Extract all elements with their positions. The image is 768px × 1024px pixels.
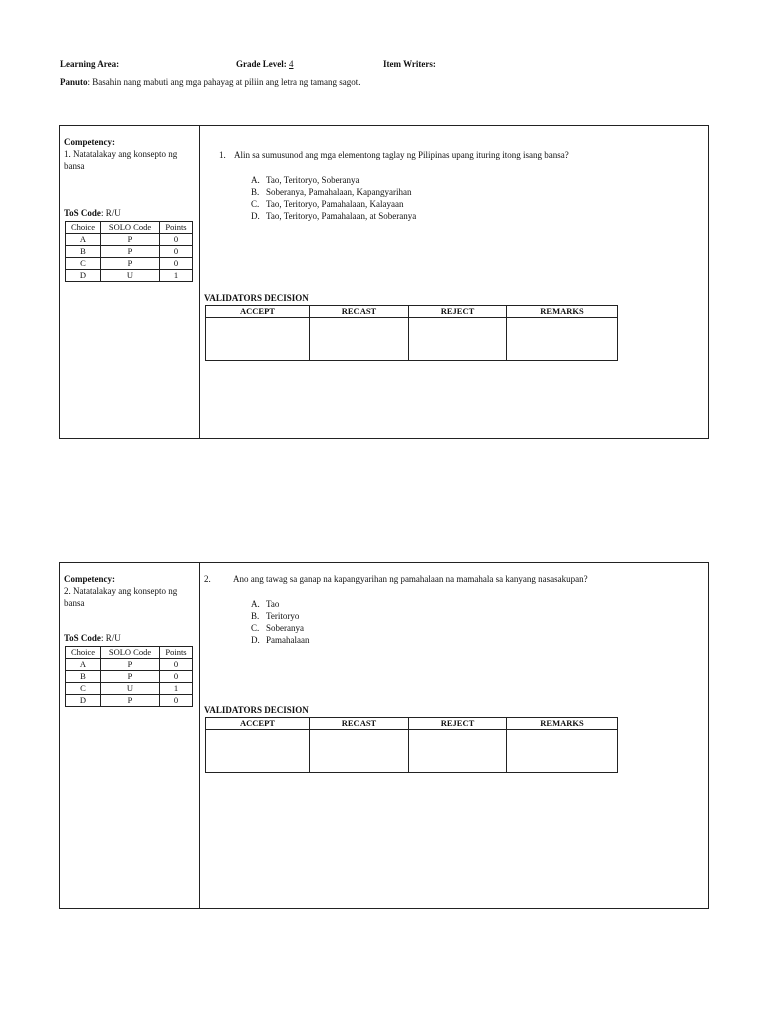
option-text: Teritoryo <box>266 611 300 621</box>
competency-label: Competency: <box>64 137 115 147</box>
solo-row <box>66 683 193 695</box>
item-writers-label: Item Writers: <box>383 59 436 69</box>
option-item <box>251 610 309 622</box>
competency-text: 2. Natatalakay ang konsepto ng bansa <box>64 586 178 608</box>
instructions-label: Panuto <box>60 77 88 87</box>
solo-cell-choice: D <box>66 695 101 707</box>
option-text: Tao <box>266 599 280 609</box>
remarks-cell[interactable] <box>507 318 618 361</box>
recast-cell[interactable] <box>310 730 409 773</box>
solo-cell-code: P <box>101 695 160 707</box>
reject-cell[interactable] <box>409 318 507 361</box>
solo-cell-code: P <box>101 234 160 246</box>
question-number: 1. <box>219 150 226 160</box>
solo-row <box>66 671 193 683</box>
solo-header-points: Points <box>160 222 193 234</box>
solo-cell-choice: A <box>66 234 101 246</box>
option-text: Tao, Teritoryo, Pamahalaan, at Soberanya <box>266 211 417 221</box>
validators-header-recast: RECAST <box>310 718 409 730</box>
solo-cell-points: 0 <box>160 258 193 270</box>
validators-table <box>205 717 618 773</box>
solo-row <box>66 258 193 270</box>
validators-table <box>205 305 618 361</box>
validators-header-row <box>206 306 618 318</box>
instructions-text: : Basahin nang mabuti ang mga pahayag at piliin ang letra ng tamang sagot. <box>87 77 361 87</box>
solo-cell-code: U <box>101 270 160 282</box>
option-item <box>251 634 309 646</box>
options-list <box>251 174 416 222</box>
learning-area-field <box>60 59 119 69</box>
learning-area-label: Learning Area: <box>60 59 120 69</box>
instructions <box>60 77 360 87</box>
option-letter: D. <box>251 211 260 221</box>
solo-row <box>66 234 193 246</box>
solo-cell-points: 0 <box>160 695 193 707</box>
test-item-2 <box>59 562 709 909</box>
validators-header-accept: ACCEPT <box>206 718 310 730</box>
solo-cell-choice: B <box>66 246 101 258</box>
question-number: 2. <box>204 574 211 584</box>
option-item <box>251 622 309 634</box>
solo-cell-points: 0 <box>160 659 193 671</box>
option-letter: C. <box>251 623 260 633</box>
validators-header-recast: RECAST <box>310 306 409 318</box>
option-letter: B. <box>251 611 260 621</box>
solo-row <box>66 659 193 671</box>
option-text: Soberanya <box>266 623 304 633</box>
solo-header-choice: Choice <box>66 222 101 234</box>
solo-cell-points: 1 <box>160 270 193 282</box>
competency-text: 1. Natatalakay ang konsepto ng bansa <box>64 149 178 171</box>
validators-entry-row[interactable] <box>206 318 618 361</box>
option-text: Soberanya, Pamahalaan, Kapangyarihan <box>266 187 412 197</box>
option-letter: D. <box>251 635 260 645</box>
option-text: Tao, Teritoryo, Pamahalaan, Kalayaan <box>266 199 404 209</box>
option-item <box>251 598 309 610</box>
accept-cell[interactable] <box>206 318 310 361</box>
option-item <box>251 198 416 210</box>
grade-level-label: Grade Level: <box>236 59 287 69</box>
solo-row <box>66 695 193 707</box>
solo-cell-choice: A <box>66 659 101 671</box>
option-item <box>251 210 416 222</box>
solo-cell-points: 1 <box>160 683 193 695</box>
solo-cell-points: 0 <box>160 671 193 683</box>
solo-cell-choice: B <box>66 671 101 683</box>
solo-row <box>66 246 193 258</box>
option-text: Pamahalaan <box>266 635 310 645</box>
competency-label: Competency: <box>64 574 115 584</box>
solo-cell-choice: C <box>66 258 101 270</box>
tos-code <box>64 633 121 643</box>
solo-header-code: SOLO Code <box>101 647 160 659</box>
tos-code-value: : R/U <box>100 208 121 218</box>
item-meta-column <box>60 563 200 908</box>
option-letter: B. <box>251 187 260 197</box>
tos-code-label: ToS Code <box>64 633 101 643</box>
tos-code-label: ToS Code <box>64 208 101 218</box>
question-text: Ano ang tawag sa ganap na kapangyarihan ng pamahalaan na mamahala sa kanyang nasasakupan? <box>233 574 588 584</box>
recast-cell[interactable] <box>310 318 409 361</box>
tos-code-value: : R/U <box>100 633 121 643</box>
option-letter: A. <box>251 599 260 609</box>
validators-header-accept: ACCEPT <box>206 306 310 318</box>
remarks-cell[interactable] <box>507 730 618 773</box>
validators-header-remarks: REMARKS <box>507 718 618 730</box>
solo-header-code: SOLO Code <box>101 222 160 234</box>
solo-cell-points: 0 <box>160 234 193 246</box>
solo-table <box>65 646 193 707</box>
test-item-1 <box>59 125 709 439</box>
solo-header-row <box>66 222 193 234</box>
reject-cell[interactable] <box>409 730 507 773</box>
validators-header-row <box>206 718 618 730</box>
solo-row <box>66 270 193 282</box>
item-writers-field <box>383 59 436 69</box>
solo-header-points: Points <box>160 647 193 659</box>
grade-level-value: 4 <box>289 59 294 69</box>
solo-header-choice: Choice <box>66 647 101 659</box>
solo-cell-code: P <box>101 258 160 270</box>
option-item <box>251 174 416 186</box>
grade-level-field <box>236 59 294 69</box>
solo-cell-choice: C <box>66 683 101 695</box>
solo-cell-code: U <box>101 683 160 695</box>
solo-cell-choice: D <box>66 270 101 282</box>
question-text: Alin sa sumusunod ang mga elementong taglay ng Pilipinas upang ituring itong isang bansa? <box>234 150 569 160</box>
solo-cell-code: P <box>101 671 160 683</box>
options-list <box>251 598 309 646</box>
option-item <box>251 186 416 198</box>
solo-table <box>65 221 193 282</box>
tos-code <box>64 208 121 218</box>
validators-title: VALIDATORS DECISION <box>204 293 309 303</box>
option-text: Tao, Teritoryo, Soberanya <box>266 175 360 185</box>
solo-cell-code: P <box>101 246 160 258</box>
option-letter: C. <box>251 199 260 209</box>
item-meta-column <box>60 126 200 438</box>
solo-cell-code: P <box>101 659 160 671</box>
validators-title: VALIDATORS DECISION <box>204 705 309 715</box>
validators-header-remarks: REMARKS <box>507 306 618 318</box>
accept-cell[interactable] <box>206 730 310 773</box>
validators-entry-row[interactable] <box>206 730 618 773</box>
validators-header-reject: REJECT <box>409 718 507 730</box>
option-letter: A. <box>251 175 260 185</box>
solo-cell-points: 0 <box>160 246 193 258</box>
solo-header-row <box>66 647 193 659</box>
validators-header-reject: REJECT <box>409 306 507 318</box>
